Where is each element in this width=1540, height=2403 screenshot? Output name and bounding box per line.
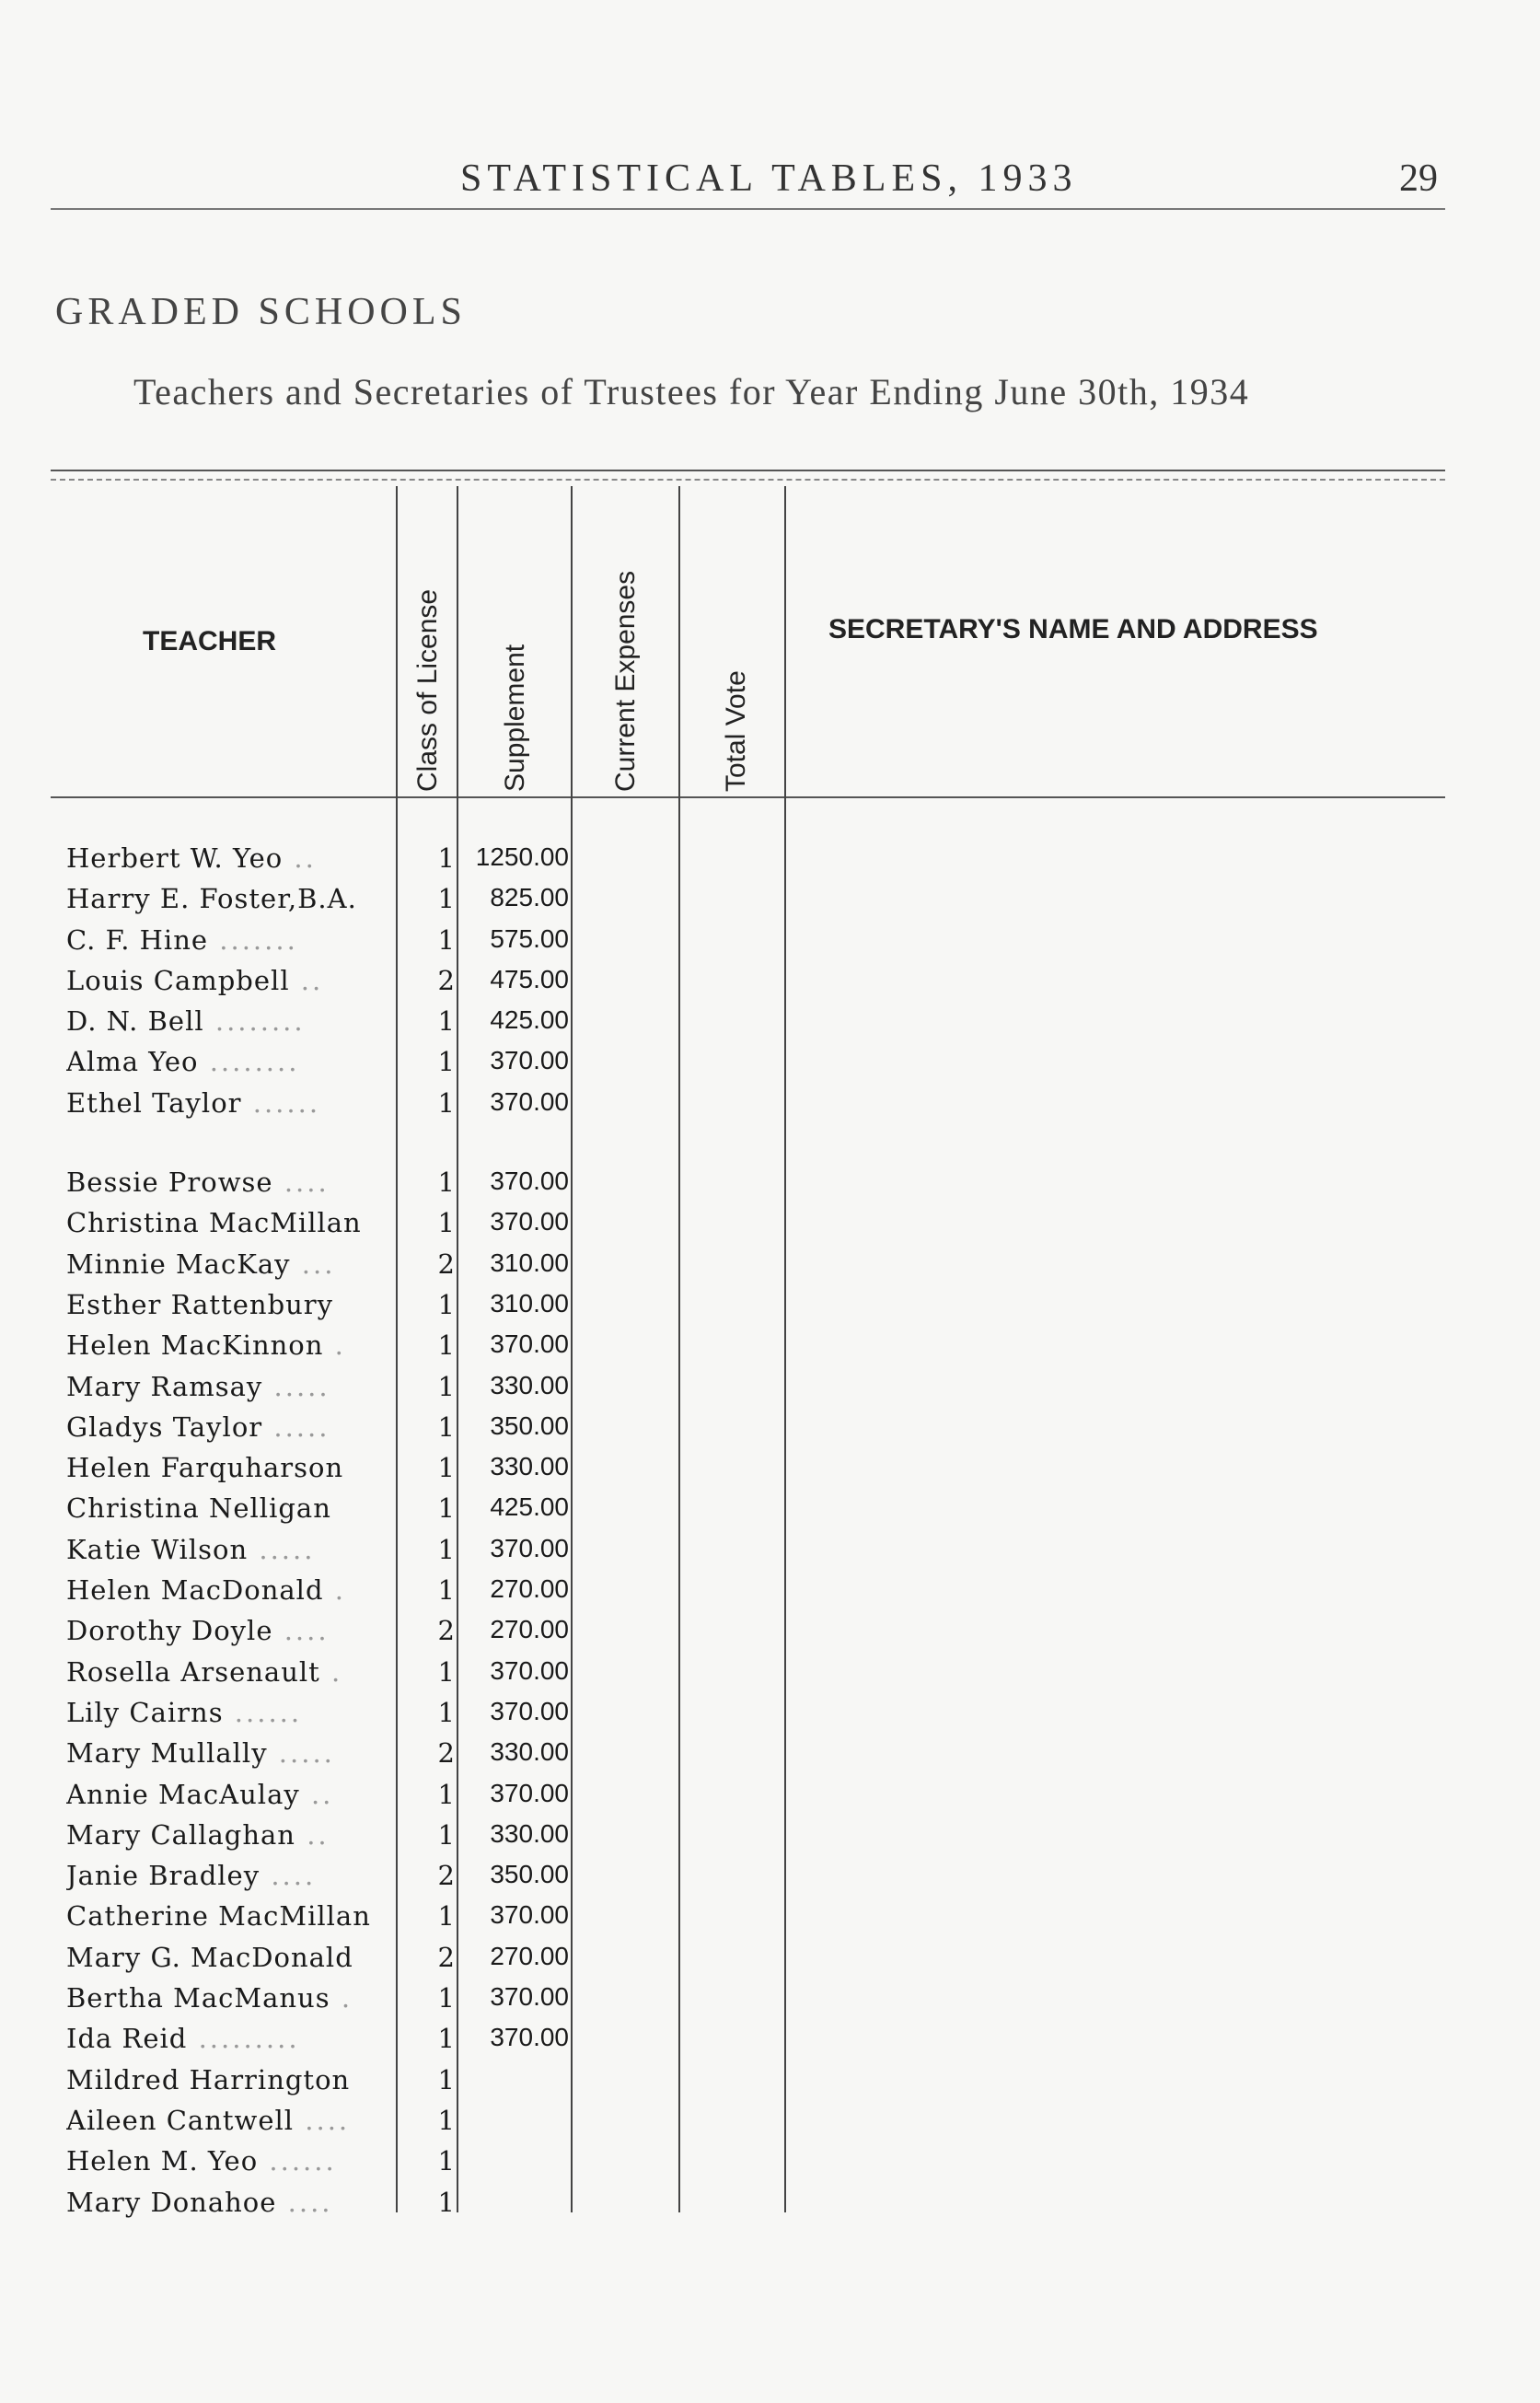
teacher-name-cell bbox=[66, 1942, 393, 1973]
teacher-name: Ida Reid bbox=[66, 2023, 188, 2055]
class-of-license-cell: 2 bbox=[437, 964, 455, 996]
table-row bbox=[0, 1167, 1540, 1207]
table-row bbox=[0, 1411, 1540, 1452]
leader-dots: ...... bbox=[258, 2145, 337, 2177]
class-of-license-cell: 2 bbox=[437, 1860, 455, 1892]
running-head bbox=[0, 147, 1540, 203]
teacher-table-body bbox=[0, 842, 1540, 2227]
table-row bbox=[0, 1046, 1540, 1086]
supplement-cell: 330.00 bbox=[490, 1737, 569, 1767]
teacher-name-cell bbox=[66, 842, 393, 874]
class-of-license-cell: 1 bbox=[437, 1046, 455, 1078]
teacher-name: Helen Farquharson bbox=[66, 1452, 344, 1484]
class-of-license-cell: 1 bbox=[437, 1410, 455, 1443]
supplement-cell: 370.00 bbox=[490, 1655, 569, 1685]
teacher-name: Helen MacDonald bbox=[66, 1574, 324, 1607]
class-of-license-cell: 1 bbox=[437, 2186, 455, 2218]
teacher-name-cell bbox=[66, 1860, 393, 1891]
teacher-name: Rosella Arsenault bbox=[66, 1655, 320, 1688]
table-row bbox=[0, 1087, 1540, 1128]
leader-dots: ...... bbox=[241, 1086, 321, 1119]
table-row bbox=[0, 1779, 1540, 1819]
teacher-name: Helen MacKinnon bbox=[66, 1329, 324, 1362]
supplement-cell: 370.00 bbox=[490, 1046, 569, 1075]
class-of-license-cell: 2 bbox=[437, 1248, 455, 1280]
teacher-name-cell bbox=[66, 1615, 393, 1646]
teacher-name: Louis Campbell bbox=[66, 964, 290, 996]
leader-dots: .. bbox=[295, 1818, 330, 1851]
class-of-license-cell: 1 bbox=[437, 2023, 455, 2055]
teacher-name-cell bbox=[66, 1371, 393, 1402]
leader-dots: .... bbox=[260, 1860, 317, 1892]
class-of-license-cell: 1 bbox=[437, 1005, 455, 1038]
table-row bbox=[0, 1005, 1540, 1046]
class-of-license-cell: 1 bbox=[437, 1655, 455, 1688]
teacher-name-cell bbox=[66, 1452, 393, 1483]
class-of-license-cell: 1 bbox=[437, 842, 455, 874]
class-of-license-cell: 1 bbox=[437, 1818, 455, 1851]
leader-dots: .... bbox=[272, 1615, 330, 1647]
teacher-name: Ethel Taylor bbox=[66, 1086, 242, 1119]
supplement-cell: 330.00 bbox=[490, 1370, 569, 1399]
table-row bbox=[0, 1615, 1540, 1655]
table-row bbox=[0, 1982, 1540, 2023]
class-of-license-cell: 1 bbox=[437, 1900, 455, 1933]
supplement-cell: 330.00 bbox=[490, 1818, 569, 1848]
supplement-cell: 370.00 bbox=[490, 1900, 569, 1930]
teacher-name-cell bbox=[66, 2023, 393, 2054]
teacher-name: Bertha MacManus bbox=[66, 1982, 330, 2014]
group-spacer bbox=[0, 1128, 1540, 1167]
teacher-name-cell bbox=[66, 1656, 393, 1688]
teacher-name: Gladys Taylor bbox=[66, 1410, 263, 1443]
teacher-name: Aileen Cantwell bbox=[66, 2104, 295, 2136]
page-number: 29 bbox=[1399, 157, 1438, 200]
supplement-cell: 330.00 bbox=[490, 1452, 569, 1481]
teacher-name-cell bbox=[66, 1087, 393, 1119]
leader-dots: ....... bbox=[208, 923, 298, 956]
teacher-name: Lily Cairns bbox=[66, 1696, 224, 1728]
class-of-license-cell: 1 bbox=[437, 1452, 455, 1484]
teacher-name: C. F. Hine bbox=[66, 923, 209, 956]
table-top-rule bbox=[51, 470, 1445, 471]
leader-dots: ... bbox=[290, 1248, 336, 1280]
class-of-license-cell: 2 bbox=[437, 1737, 455, 1770]
teacher-name-cell bbox=[66, 1411, 393, 1443]
leader-dots: . bbox=[319, 1655, 343, 1688]
teacher-name-cell bbox=[66, 1207, 393, 1238]
supplement-cell: 270.00 bbox=[490, 1574, 569, 1604]
class-of-license-cell: 1 bbox=[437, 923, 455, 956]
teacher-name-cell bbox=[66, 2064, 393, 2095]
teacher-name: Mary G. MacDonald bbox=[66, 1941, 353, 1973]
leader-dots: ..... bbox=[262, 1410, 330, 1443]
class-of-license-cell: 1 bbox=[437, 883, 455, 915]
supplement-cell: 1250.00 bbox=[475, 842, 569, 871]
supplement-cell: 370.00 bbox=[490, 1329, 569, 1359]
table-row bbox=[0, 1942, 1540, 1982]
class-of-license-cell: 1 bbox=[437, 1982, 455, 2014]
teacher-name-cell bbox=[66, 924, 393, 956]
teacher-name: Herbert W. Yeo bbox=[66, 842, 284, 874]
leader-dots: ...... bbox=[223, 1696, 303, 1728]
leader-dots: ........ bbox=[198, 1046, 300, 1078]
table-row bbox=[0, 924, 1540, 965]
supplement-cell: 425.00 bbox=[490, 1005, 569, 1035]
teacher-name: Esther Rattenbury bbox=[66, 1288, 334, 1320]
table-row bbox=[0, 1207, 1540, 1248]
supplement-cell: 370.00 bbox=[490, 1533, 569, 1562]
teacher-name-cell bbox=[66, 2145, 393, 2177]
running-title: STATISTICAL TABLES, 1933 bbox=[460, 157, 1078, 200]
teacher-name: Mildred Harrington bbox=[66, 2063, 351, 2095]
table-row bbox=[0, 1697, 1540, 1737]
supplement-cell: 370.00 bbox=[490, 1778, 569, 1807]
table-row bbox=[0, 1329, 1540, 1370]
teacher-name-cell bbox=[66, 965, 393, 996]
section-title: GRADED SCHOOLS bbox=[55, 291, 467, 333]
table-row bbox=[0, 1860, 1540, 1900]
leader-dots: ..... bbox=[262, 1370, 330, 1402]
teacher-name: Harry E. Foster,B.A. bbox=[66, 883, 357, 915]
supplement-cell: 370.00 bbox=[490, 2023, 569, 2052]
table-row bbox=[0, 1248, 1540, 1289]
supplement-cell: 350.00 bbox=[490, 1410, 569, 1440]
table-row bbox=[0, 2145, 1540, 2186]
table-row bbox=[0, 1656, 1540, 1697]
teacher-name: Minnie MacKay bbox=[66, 1248, 291, 1280]
leader-dots: .. bbox=[283, 842, 317, 874]
leader-dots: . bbox=[330, 1982, 353, 2014]
teacher-name: Mary Mullally bbox=[66, 1737, 268, 1770]
supplement-cell: 370.00 bbox=[490, 1086, 569, 1116]
teacher-name-cell bbox=[66, 1779, 393, 1810]
leader-dots: .... bbox=[294, 2104, 351, 2136]
table-row bbox=[0, 883, 1540, 923]
column-header-class-of-license: Class of License bbox=[412, 588, 443, 792]
table-row bbox=[0, 2064, 1540, 2105]
table-row bbox=[0, 2023, 1540, 2063]
table-row bbox=[0, 1737, 1540, 1778]
teacher-name: Christina Nelligan bbox=[66, 1492, 331, 1525]
teacher-name-cell bbox=[66, 1046, 393, 1077]
column-header-teacher: TEACHER bbox=[143, 626, 277, 656]
teacher-name: Bessie Prowse bbox=[66, 1167, 273, 1199]
header-rule bbox=[51, 208, 1445, 210]
leader-dots: . bbox=[323, 1329, 346, 1362]
teacher-name: Mary Donahoe bbox=[66, 2186, 277, 2218]
column-header-supplement: Supplement bbox=[500, 644, 530, 792]
class-of-license-cell: 1 bbox=[437, 1533, 455, 1565]
teacher-name-cell bbox=[66, 1819, 393, 1851]
column-header-total-vote: Total Vote bbox=[721, 670, 751, 792]
column-header-current-expenses: Current Expenses bbox=[610, 570, 641, 792]
class-of-license-cell: 2 bbox=[437, 1941, 455, 1973]
leader-dots: .... bbox=[272, 1167, 330, 1199]
teacher-name-cell bbox=[66, 883, 393, 914]
supplement-cell: 425.00 bbox=[490, 1492, 569, 1522]
leader-dots: ......... bbox=[187, 2023, 300, 2055]
class-of-license-cell: 1 bbox=[437, 1696, 455, 1728]
class-of-license-cell: 1 bbox=[437, 1329, 455, 1362]
table-subtitle: Teachers and Secretaries of Trustees for Year Ending June 30th, 1934 bbox=[133, 371, 1250, 412]
teacher-name: Christina MacMillan bbox=[66, 1207, 362, 1239]
table-row bbox=[0, 842, 1540, 883]
teacher-name: Alma Yeo bbox=[66, 1046, 199, 1078]
teacher-name-cell bbox=[66, 2187, 393, 2218]
supplement-cell: 350.00 bbox=[490, 1860, 569, 1889]
leader-dots: ..... bbox=[248, 1533, 316, 1565]
supplement-cell: 370.00 bbox=[490, 1696, 569, 1725]
teacher-name-cell bbox=[66, 1574, 393, 1606]
teacher-name-cell bbox=[66, 2105, 393, 2136]
column-header-secretary: SECRETARY'S NAME AND ADDRESS bbox=[828, 614, 1318, 644]
supplement-cell: 825.00 bbox=[490, 883, 569, 912]
supplement-cell: 575.00 bbox=[490, 923, 569, 953]
teacher-name: D. N. Bell bbox=[66, 1005, 204, 1038]
teacher-name-cell bbox=[66, 1167, 393, 1198]
class-of-license-cell: 1 bbox=[437, 1207, 455, 1239]
class-of-license-cell: 1 bbox=[437, 2063, 455, 2095]
class-of-license-cell: 1 bbox=[437, 1288, 455, 1320]
teacher-name-cell bbox=[66, 1289, 393, 1320]
teacher-name: Annie MacAulay bbox=[66, 1778, 300, 1810]
class-of-license-cell: 1 bbox=[437, 1086, 455, 1119]
class-of-license-cell: 2 bbox=[437, 1615, 455, 1647]
table-row bbox=[0, 1492, 1540, 1533]
teacher-name: Dorothy Doyle bbox=[66, 1615, 273, 1647]
leader-dots: .. bbox=[299, 1778, 334, 1810]
teacher-name: Catherine MacMillan bbox=[66, 1900, 371, 1933]
teacher-name-cell bbox=[66, 1900, 393, 1932]
teacher-name-cell bbox=[66, 1697, 393, 1728]
teacher-name: Mary Ramsay bbox=[66, 1370, 263, 1402]
teacher-name: Katie Wilson bbox=[66, 1533, 249, 1565]
class-of-license-cell: 1 bbox=[437, 1370, 455, 1402]
table-row bbox=[0, 2105, 1540, 2145]
class-of-license-cell: 1 bbox=[437, 1492, 455, 1525]
supplement-cell: 310.00 bbox=[490, 1288, 569, 1318]
table-row bbox=[0, 1574, 1540, 1615]
leader-dots: . bbox=[323, 1574, 346, 1607]
supplement-cell: 270.00 bbox=[490, 1615, 569, 1644]
teacher-name-cell bbox=[66, 1248, 393, 1280]
teacher-name-cell bbox=[66, 1329, 393, 1361]
class-of-license-cell: 1 bbox=[437, 1167, 455, 1199]
supplement-cell: 370.00 bbox=[490, 1982, 569, 2012]
table-header-rule bbox=[51, 796, 1445, 798]
supplement-cell: 475.00 bbox=[490, 964, 569, 993]
table-row bbox=[0, 1452, 1540, 1492]
class-of-license-cell: 1 bbox=[437, 1574, 455, 1607]
teacher-name-cell bbox=[66, 1492, 393, 1524]
table-row bbox=[0, 1534, 1540, 1574]
leader-dots: .... bbox=[276, 2186, 333, 2218]
leader-dots: ........ bbox=[203, 1005, 306, 1038]
table-row bbox=[0, 2187, 1540, 2227]
table-row bbox=[0, 1289, 1540, 1329]
table-row bbox=[0, 1371, 1540, 1411]
teacher-name-cell bbox=[66, 1737, 393, 1769]
class-of-license-cell: 1 bbox=[437, 1778, 455, 1810]
supplement-cell: 270.00 bbox=[490, 1941, 569, 1970]
leader-dots: ..... bbox=[267, 1737, 335, 1770]
table-row bbox=[0, 965, 1540, 1005]
teacher-name: Helen M. Yeo bbox=[66, 2145, 259, 2177]
class-of-license-cell: 1 bbox=[437, 2104, 455, 2136]
teacher-name: Janie Bradley bbox=[66, 1860, 261, 1892]
supplement-cell: 370.00 bbox=[490, 1167, 569, 1196]
table-row bbox=[0, 1900, 1540, 1941]
teacher-name: Mary Callaghan bbox=[66, 1818, 295, 1851]
teacher-name-cell bbox=[66, 1982, 393, 2014]
supplement-cell: 370.00 bbox=[490, 1207, 569, 1236]
teacher-name-cell bbox=[66, 1005, 393, 1037]
teacher-name-cell bbox=[66, 1534, 393, 1565]
leader-dots: .. bbox=[289, 964, 324, 996]
supplement-cell: 310.00 bbox=[490, 1248, 569, 1277]
table-row bbox=[0, 1819, 1540, 1860]
class-of-license-cell: 1 bbox=[437, 2145, 455, 2177]
